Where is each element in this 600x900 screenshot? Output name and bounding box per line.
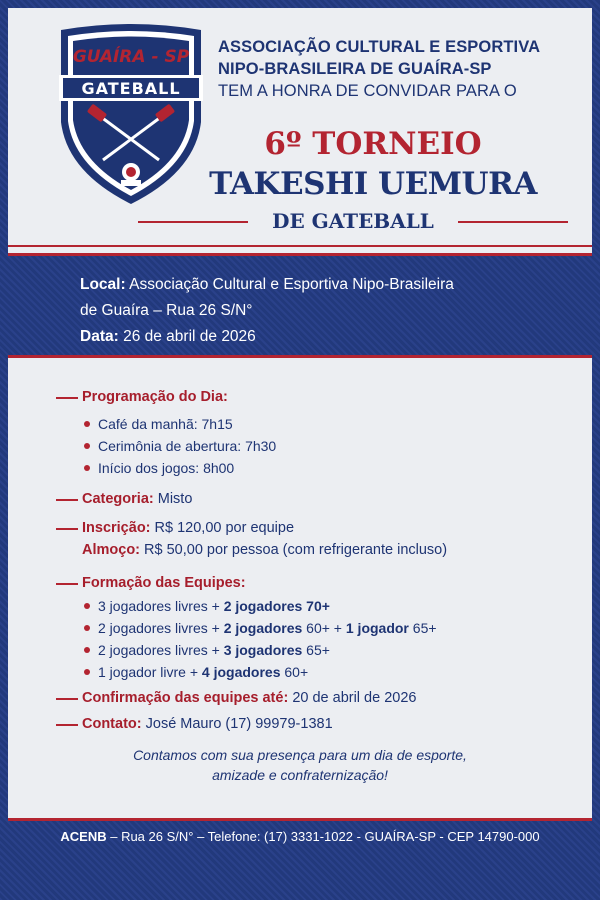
- team-option: [84, 642, 330, 658]
- bullet-icon: [84, 443, 90, 449]
- divider-right: [458, 221, 568, 223]
- bullet-icon: [84, 647, 90, 653]
- org-line-1: ASSOCIAÇÃO CULTURAL E ESPORTIVA: [218, 38, 541, 56]
- bullet-icon: [84, 603, 90, 609]
- team-option: [84, 664, 308, 680]
- confirmation-line: [82, 690, 416, 706]
- team-option-text: 60+ +: [302, 620, 346, 636]
- event-info: [80, 272, 550, 350]
- category-label: Categoria:: [82, 491, 154, 507]
- section-dash: [56, 724, 78, 726]
- team-option-bold: 2 jogadores 70+: [223, 598, 330, 614]
- team-option: [84, 598, 330, 614]
- section-dash: [56, 583, 78, 585]
- program-item: [84, 438, 276, 454]
- header-card: [8, 8, 592, 256]
- title-name: TAKESHI UEMURA: [209, 166, 537, 202]
- location-value-2: de Guaíra – Rua 26 S/N°: [80, 302, 253, 319]
- teams-heading: Formação das Equipes:: [82, 575, 246, 591]
- section-dash: [56, 397, 78, 399]
- location-value-1: Associação Cultural e Esportiva Nipo-Brasileira: [129, 276, 454, 293]
- bullet-icon: [84, 669, 90, 675]
- program-item-label: Café da manhã:: [98, 416, 198, 432]
- organization-text: [218, 36, 598, 102]
- confirmation-label: Confirmação das equipes até:: [82, 690, 289, 706]
- program-item-label: Cerimônia de abertura:: [98, 438, 242, 454]
- category-value: Misto: [157, 491, 193, 507]
- contact-value: José Mauro (17) 99979-1381: [145, 716, 333, 732]
- header-divider: [8, 245, 592, 247]
- registration-line: [82, 520, 294, 536]
- team-option-bold: 4 jogadores: [201, 664, 281, 680]
- logo-banner-text: GATEBALL: [81, 79, 181, 98]
- closing-message: [68, 745, 532, 785]
- program-heading: Programação do Dia:: [82, 389, 228, 405]
- divider-left: [138, 221, 248, 223]
- contact-label: Contato:: [82, 716, 142, 732]
- team-option-bold: 2 jogadores: [223, 620, 303, 636]
- lunch-value: R$ 50,00 por pessoa (com refrigerante incluso): [144, 542, 448, 558]
- team-option-text: 65+: [408, 620, 437, 636]
- bullet-icon: [84, 465, 90, 471]
- bullet-icon: [84, 625, 90, 631]
- team-option: [84, 620, 437, 636]
- registration-value: R$ 120,00 por equipe: [154, 520, 295, 536]
- contact-line: [82, 716, 333, 732]
- team-option-text: 3 jogadores livres +: [98, 598, 224, 614]
- registration-label: Inscrição:: [82, 520, 151, 536]
- team-option-text: 1 jogador livre +: [98, 664, 202, 680]
- closing-line-1: Contamos com sua presença para um dia de esporte,: [133, 747, 467, 763]
- bullet-icon: [84, 421, 90, 427]
- location-label: Local:: [80, 276, 126, 293]
- invite-line: TEM A HONRA DE CONVIDAR PARA O: [218, 82, 517, 100]
- title-subtitle: DE GATEBALL: [272, 209, 434, 233]
- program-item-label: Início dos jogos:: [98, 460, 200, 476]
- confirmation-value: 20 de abril de 2026: [292, 690, 417, 706]
- title-subtitle-wrap: [138, 209, 568, 235]
- category-line: [82, 491, 192, 507]
- lunch-label: Almoço:: [82, 542, 140, 558]
- team-option-bold: 1 jogador: [345, 620, 409, 636]
- details-card: [8, 355, 592, 821]
- section-dash: [56, 499, 78, 501]
- section-dash: [56, 528, 78, 530]
- logo-top-text: GUAÍRA - SP: [72, 47, 190, 67]
- team-option-text: 65+: [302, 642, 330, 658]
- footer-org: ACENB: [60, 829, 107, 844]
- closing-line-2: amizade e confraternização!: [212, 767, 388, 783]
- team-option-bold: 3 jogadores: [223, 642, 303, 658]
- footer-text: – Rua 26 S/N° – Telefone: (17) 3331-1022 - GUAÍRA-SP - CEP 14790-000: [106, 829, 540, 844]
- program-item-value: 7h15: [201, 416, 233, 432]
- lunch-line: [82, 542, 447, 558]
- org-line-2: NIPO-BRASILEIRA DE GUAÍRA-SP: [218, 60, 492, 78]
- title-edition: 6º TORNEIO: [264, 126, 482, 162]
- location-line-1: [80, 272, 550, 298]
- program-item-value: 8h00: [203, 460, 235, 476]
- program-item: [84, 460, 234, 476]
- date-value: 26 de abril de 2026: [123, 328, 256, 345]
- team-option-text: 60+: [280, 664, 309, 680]
- date-label: Data:: [80, 328, 119, 345]
- footer: [0, 829, 600, 844]
- program-item-value: 7h30: [245, 438, 277, 454]
- team-option-text: 2 jogadores livres +: [98, 642, 224, 658]
- team-option-text: 2 jogadores livres +: [98, 620, 224, 636]
- program-item: [84, 416, 233, 432]
- date-line: [80, 324, 550, 350]
- section-dash: [56, 698, 78, 700]
